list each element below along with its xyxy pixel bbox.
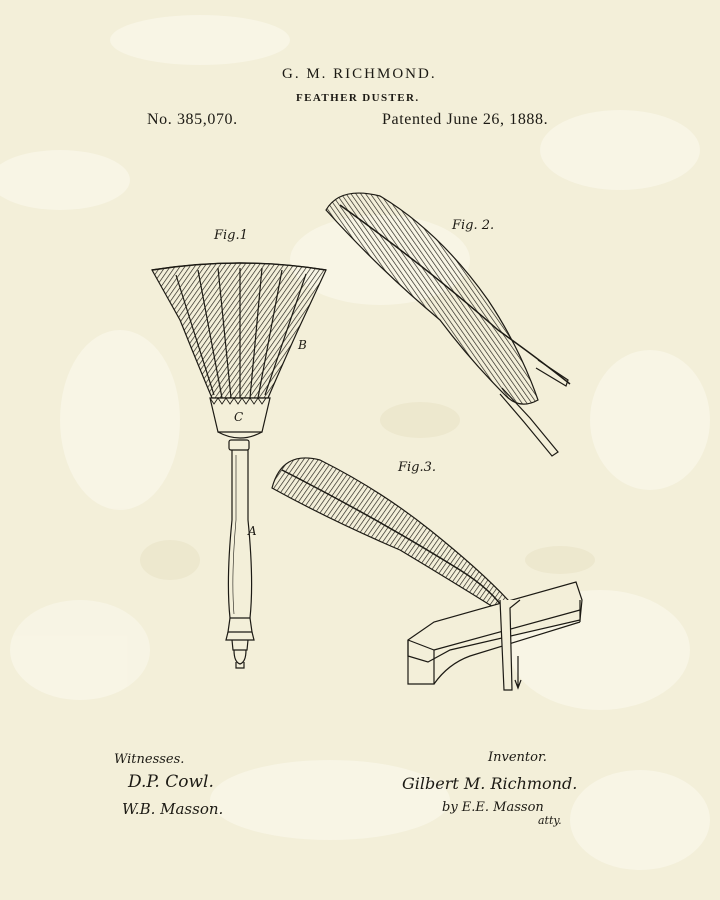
patent-date: Patented June 26, 1888. bbox=[382, 111, 549, 128]
part-label-a: A bbox=[248, 524, 257, 538]
fig1-label: Fig.1 bbox=[214, 228, 248, 243]
fig3-label: Fig.3. bbox=[398, 460, 437, 475]
fig2-feather bbox=[326, 193, 570, 456]
part-label-c: C bbox=[234, 410, 244, 424]
witness-signature-1: D.P. Cowl. bbox=[128, 772, 214, 792]
fig3-feather-holder bbox=[272, 458, 582, 690]
witness-signature-2: W.B. Masson. bbox=[122, 800, 224, 818]
part-label-b: B bbox=[298, 338, 307, 352]
inventor-signature: Gilbert M. Richmond. bbox=[402, 774, 578, 793]
inventor-heading: G. M. RICHMOND. bbox=[282, 66, 437, 82]
fig2-label: Fig. 2. bbox=[452, 218, 495, 233]
inventor-label: Inventor. bbox=[488, 750, 547, 765]
attorney-abbreviation: atty. bbox=[538, 814, 562, 827]
witnesses-label: Witnesses. bbox=[114, 752, 185, 767]
attorney-signature: by E.E. Masson bbox=[442, 800, 544, 815]
patent-number: No. 385,070. bbox=[147, 111, 238, 128]
invention-title: FEATHER DUSTER. bbox=[296, 92, 420, 104]
